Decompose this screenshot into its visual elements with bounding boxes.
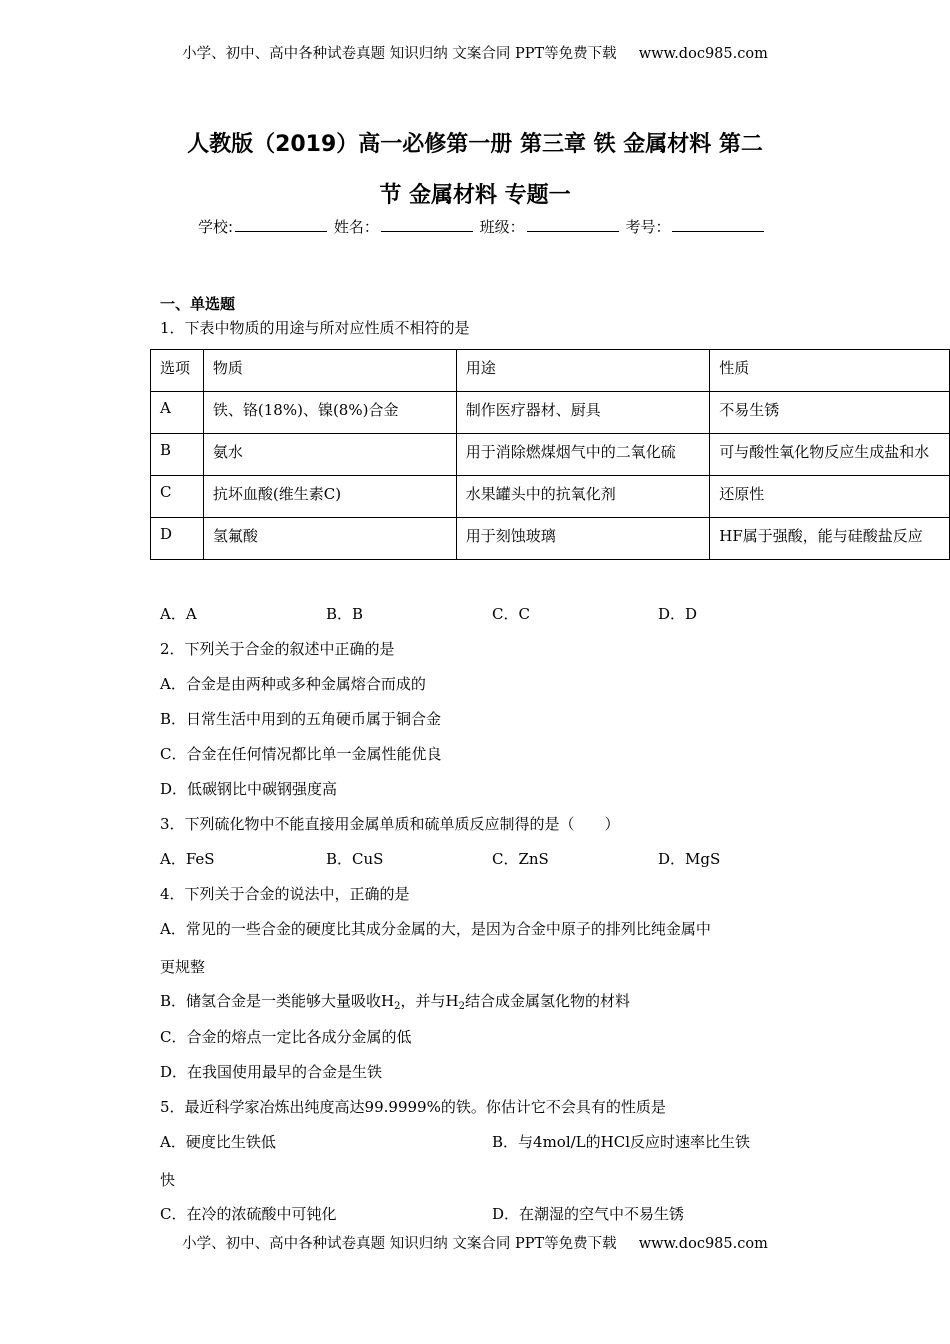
q1-option-a[interactable]: A．A [160,605,197,623]
school-label: 学校: [198,218,234,236]
table-cell: 抗坏血酸(维生素C) [203,476,456,518]
table-header-row [151,350,950,392]
q1-option-b[interactable]: B．B [326,605,364,623]
table-cell: 还原性 [710,476,950,518]
table-cell: D [151,518,204,560]
q5-option-d[interactable]: D．在潮湿的空气中不易生锈 [492,1205,685,1223]
q5-option-b-cont[interactable]: 快 [160,1171,176,1189]
q4-option-a[interactable]: A．常见的一些合金的硬度比其成分金属的大，是因为合金中原子的排列比纯金属中 [160,920,711,938]
q2-option-b[interactable]: B．日常生活中用到的五角硬币属于铜合金 [160,710,442,728]
table-cell: B [151,434,204,476]
q5-option-b[interactable]: B．与4mol/L的HCl反应时速率比生铁 [492,1133,750,1151]
table-cell: 氢氟酸 [203,518,456,560]
table-cell: HF属于强酸，能与硅酸盐反应 [710,518,950,560]
header-text: 小学、初中、高中各种试卷真题 知识归纳 文案合同 PPT等免费下载 [182,46,617,62]
table-cell: A [151,392,204,434]
table-row [151,518,950,560]
footer-text: 小学、初中、高中各种试卷真题 知识归纳 文案合同 PPT等免费下载 [182,1236,617,1252]
section-heading: 一、单选题 [160,295,236,313]
table-cell: 用于刻蚀玻璃 [456,518,709,560]
q3-option-a[interactable]: A．FeS [160,850,215,868]
q5-stem: 5．最近科学家冶炼出纯度高达99.9999%的铁。你估计它不会具有的性质是 [160,1098,666,1116]
table-row [151,392,950,434]
table-cell: 可与酸性氧化物反应生成盐和水 [710,434,950,476]
table-cell: 不易生锈 [710,392,950,434]
page-header [0,42,950,63]
q2-option-c[interactable]: C．合金在任何情况都比单一金属性能优良 [160,745,442,763]
q4-option-d[interactable]: D．在我国使用最早的合金是生铁 [160,1063,383,1081]
doc-title-line1: 人教版（2019）高一必修第一册 第三章 铁 金属材料 第二 [187,132,763,157]
q4-b-text: ，并与H [400,992,459,1010]
header-url[interactable]: www.doc985.com [638,46,768,62]
q2-stem: 2．下列关于合金的叙述中正确的是 [160,640,395,658]
q2-option-a[interactable]: A．合金是由两种或多种金属熔合而成的 [160,675,426,693]
doc-title-line2: 节 金属材料 专题一 [379,183,571,208]
table-cell: 氨水 [203,434,456,476]
q2-option-d[interactable]: D．低碳钢比中碳钢强度高 [160,780,338,798]
q4-option-b[interactable] [160,990,630,1011]
table-cell: C [151,476,204,518]
table-row [151,434,950,476]
student-info [198,216,766,237]
exam-no-label: 考号： [625,218,671,236]
q1-option-d[interactable]: D．D [658,605,698,623]
table-cell: 水果罐头中的抗氧化剂 [456,476,709,518]
q4-option-c[interactable]: C．合金的熔点一定比各成分金属的低 [160,1028,412,1046]
table-header-cell: 选项 [151,350,204,392]
subscript: 2 [458,1001,465,1012]
name-label: 姓名： [333,218,379,236]
q4-option-a-cont[interactable]: 更规整 [160,958,206,976]
class-label: 班级： [479,218,525,236]
table-cell: 制作医疗器材、厨具 [456,392,709,434]
page-footer [0,1232,950,1253]
q5-option-c[interactable]: C．在冷的浓硫酸中可钝化 [160,1205,337,1223]
class-blank[interactable] [527,217,619,232]
q4-stem: 4．下列关于合金的说法中，正确的是 [160,885,410,903]
q4-b-text: B．储氢合金是一类能够大量吸收H [160,992,395,1010]
q1-option-c[interactable]: C．C [492,605,530,623]
table-header-cell: 物质 [203,350,456,392]
q1-stem: 1．下表中物质的用途与所对应性质不相符的是 [160,319,470,337]
subscript: 2 [394,1001,401,1012]
table-cell: 用于消除燃煤烟气中的二氧化硫 [456,434,709,476]
q4-b-text: 结合成金属氢化物的材料 [464,992,630,1010]
q3-option-c[interactable]: C．ZnS [492,850,549,868]
table-header-cell: 用途 [456,350,709,392]
q5-option-a[interactable]: A．硬度比生铁低 [160,1133,276,1151]
q1-table [150,349,950,560]
footer-url[interactable]: www.doc985.com [638,1236,768,1252]
exam-no-blank[interactable] [672,217,764,232]
table-header-cell: 性质 [710,350,950,392]
q3-option-b[interactable]: B．CuS [326,850,384,868]
table-cell: 铁、铬(18%)、镍(8%)合金 [203,392,456,434]
name-blank[interactable] [381,217,473,232]
table-row [151,476,950,518]
school-blank[interactable] [235,217,327,232]
q3-option-d[interactable]: D．MgS [658,850,721,868]
q3-stem: 3．下列硫化物中不能直接用金属单质和硫单质反应制得的是（ ） [160,815,620,833]
